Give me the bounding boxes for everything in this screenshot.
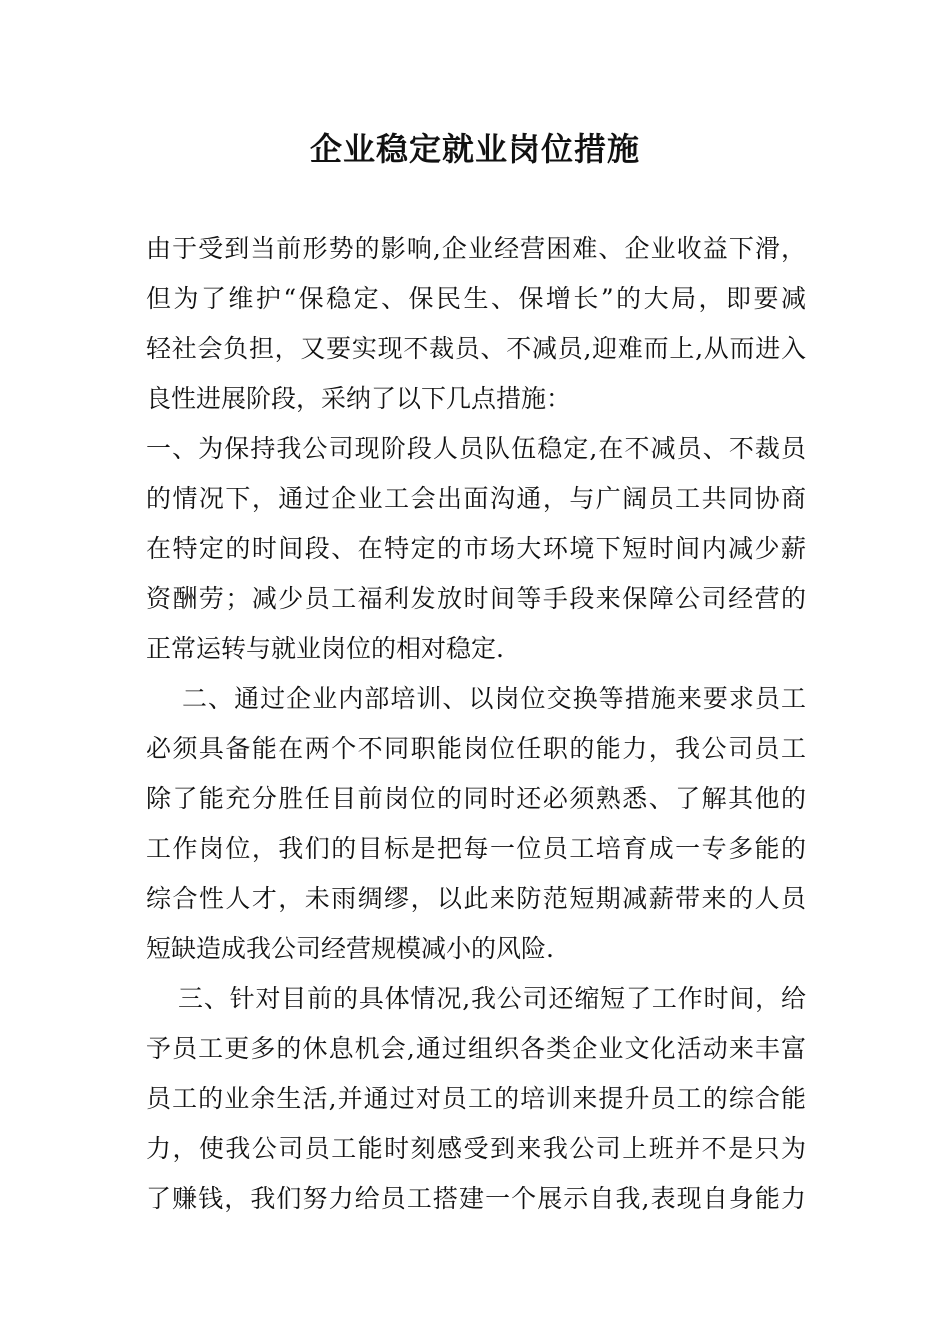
text-line: 了赚钱，我们努力给员工搭建一个展示自我,表现自身能力 [146,1184,806,1213]
paragraph-measure-3 [146,974,806,1224]
text-line: 轻社会负担，又要实现不裁员、不减员,迎难而上,从而进入 [146,334,806,363]
text-line: 正常运转与就业岗位的相对稳定. [146,634,504,663]
text-line: 由于受到当前形势的影响,企业经营困难、企业收益下滑， [146,234,806,263]
text-line: 一、为保持我公司现阶段人员队伍稳定,在不减员、不裁员 [146,434,806,463]
text-line: 在特定的时间段、在特定的市场大环境下短时间内减少薪 [146,534,806,563]
text-line: 除了能充分胜任目前岗位的同时还必须熟悉、了解其他的 [146,784,806,813]
text-line: 良性进展阶段，采纳了以下几点措施： [146,384,572,413]
text-line: 但为了维护“保稳定、保民生、保增长”的大局，即要减 [146,284,806,313]
text-line: 工作岗位，我们的目标是把每一位员工培育成一专多能的 [146,834,806,863]
paragraph-measure-2 [146,674,806,974]
document-title: 企业稳定就业岗位措施 [309,130,640,168]
text-line: 的情况下，通过企业工会出面沟通，与广阔员工共同协商 [146,484,806,513]
text-line: 予员工更多的休息机会,通过组织各类企业文化活动来丰富 [146,1034,806,1063]
paragraph-intro [146,224,806,424]
text-line: 综合性人才，未雨绸缪，以此来防范短期减薪带来的人员 [146,884,806,913]
text-line: 二、通过企业内部培训、以岗位交换等措施来要求员工 [182,684,806,713]
text-line: 短缺造成我公司经营规模减小的风险. [146,934,554,963]
text-line: 力，使我公司员工能时刻感受到来我公司上班并不是只为 [146,1134,806,1163]
document-body [146,224,806,1224]
text-line: 必须具备能在两个不同职能岗位任职的能力，我公司员工 [146,734,806,763]
text-line: 员工的业余生活,并通过对员工的培训来提升员工的综合能 [146,1084,806,1113]
paragraph-measure-1 [146,424,806,674]
text-line: 资酬劳；减少员工福利发放时间等手段来保障公司经营的 [146,584,806,613]
text-line: 三、针对目前的具体情况,我公司还缩短了工作时间，给 [178,984,806,1013]
